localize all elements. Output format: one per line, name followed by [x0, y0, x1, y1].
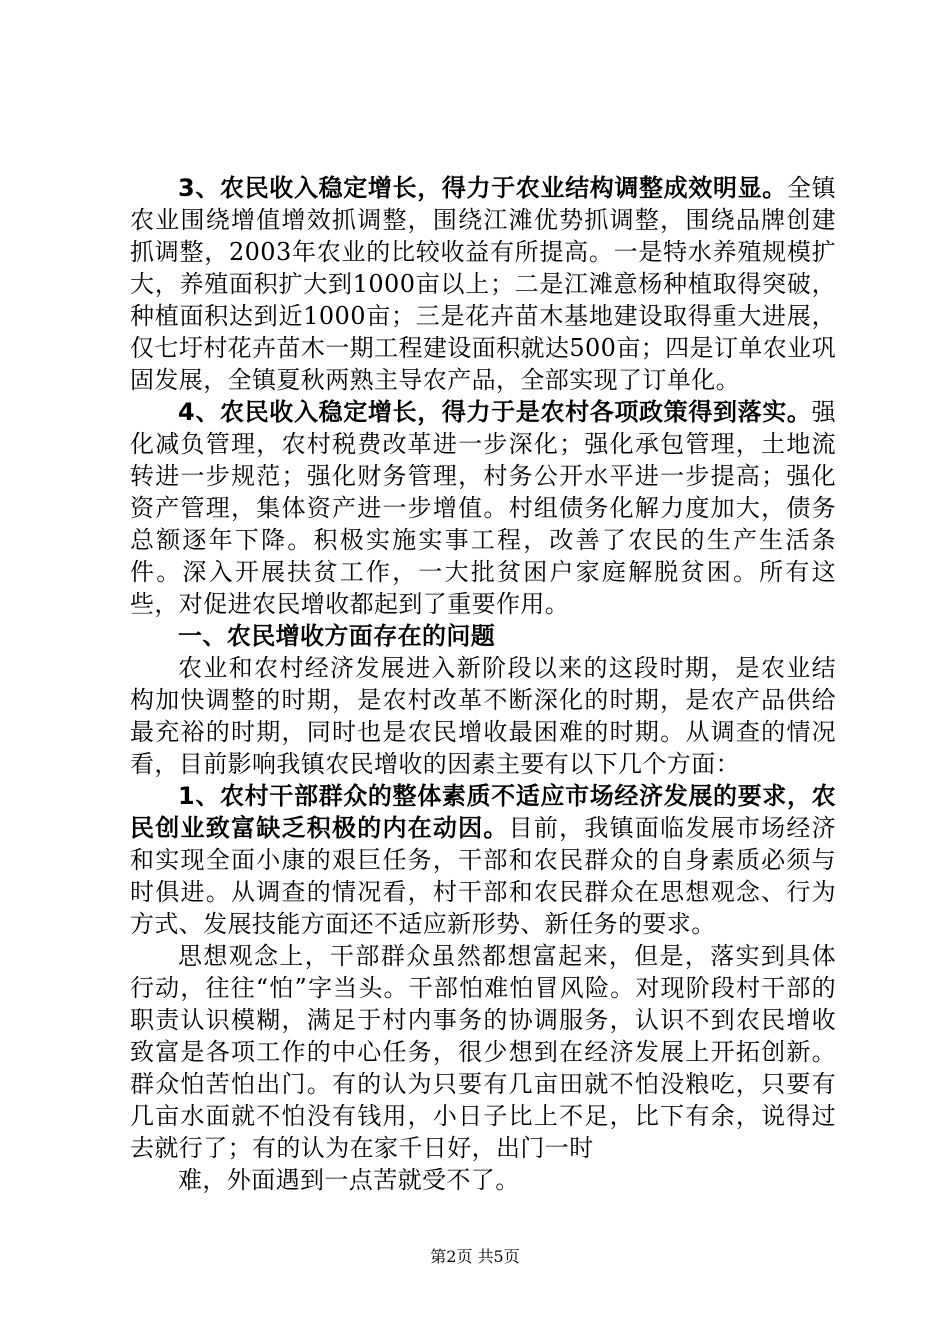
paragraph-thought: 思想观念上，干部群众虽然都想富起来，但是，落实到具体行动，往往“怕”字当头。干部怕难怕冒风险。对现阶段村干部的职责认识模糊，满足于村内事务的协调服务，认识不到农民增收致富是各项工作的中心任务，很少想到在经济发展上开拓创新。群众怕苦怕出门。有的认为只要有几亩田就不怕没粮吃，只要有几亩水面就不怕没有钱用，小日子比上不足，比下有余，说得过去就行了；有的认为在家千日好，出门一时: [130, 942, 836, 1162]
section-intro: 农业和农村经济发展进入新阶段以来的这段时期，是农业结构加快调整的时期，是农村改革不断深化的时期，是农产品供给最充裕的时期，同时也是农民增收最困难的时期。从调查的情况看，目前影响我镇农民增收的因素主要有以下几个方面：: [130, 654, 836, 778]
paragraph-3: [130, 172, 836, 396]
paragraph-tail: 难，外面遇到一点苦就受不了。: [178, 1166, 520, 1194]
section-heading: 一、农民增收方面存在的问题: [178, 622, 496, 650]
paragraph-3-body: 全镇农业围绕增值增效抓调整，围绕江滩优势抓调整，围绕品牌创建抓调整，2003年农业的比较收益有所提高。一是特水养殖规模扩大，养殖面积扩大到1000亩以上；二是江滩意杨种植取得突破，种植面积达到近1000亩；三是花卉苗木基地建设取得重大进展，仅七圩村花卉苗木一期工程建设面积就达500亩；四是订单农业巩固发展，全镇夏秋两熟主导农产品，全部实现了订单化。: [130, 174, 836, 394]
page-footer: 第2页 共5页: [430, 1247, 520, 1266]
paragraph-4-lead: 4、农民收入稳定增长，得力于是农村各项政策得到落实。: [178, 398, 812, 426]
paragraph-4-body: 强化减负管理，农村税费改革进一步深化；强化承包管理，土地流转进一步规范；强化财务管理，村务公开水平进一步提高；强化资产管理，集体资产进一步增值。村组债务化解力度加大，债务总额逐年下降。积极实施实事工程，改善了农民的生产生活条件。深入开展扶贫工作，一大批贫困户家庭解脱贫困。所有这些，对促进农民增收都起到了重要作用。: [130, 398, 836, 618]
point-1-lead: 1、农村干部群众的整体素质不适应市场经济发展的要求，农民创业致富缺乏积极的内在动因。: [130, 782, 836, 842]
paragraph-4: [130, 396, 836, 620]
paragraph-3-lead: 3、农民收入稳定增长，得力于农业结构调整成效明显。: [178, 174, 787, 202]
document-body: [130, 172, 836, 1196]
point-1-body: 目前，我镇面临发展市场经济和实现全面小康的艰巨任务，干部和农民群众的自身素质必须与时俱进。从调查的情况看，村干部和农民群众在思想观念、行为方式、发展技能方面还不适应新形势、新任务的要求。: [130, 814, 837, 938]
point-1: [130, 780, 836, 940]
